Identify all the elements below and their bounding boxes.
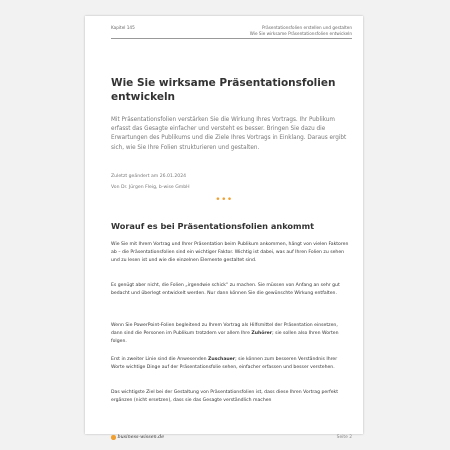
paragraph-4-text-a: Erst in zweiter Linie sind die Anwesenden [111, 357, 208, 362]
section-labels [250, 25, 352, 36]
paragraph-3-text-a: Wenn Sie PowerPoint-Folien begleitend zu Ihrem Vortrag als Hilfsmittel der Präsentation einsetzen, dann sind die Personen im Publikum trotzdem vor allem Ihre [111, 323, 338, 337]
paragraph-4-emphasis: Zuschauer [207, 357, 236, 362]
brand-name: business-wissen.de [117, 435, 165, 440]
page-number: Seite 2 [336, 435, 352, 440]
article-title: Wie Sie wirksame Präsentationsfolien entwickeln [111, 77, 336, 103]
paragraph-1: Wie Sie mit Ihrem Vortrag und Ihrer Präsentation beim Publikum ankommen, hängt von vielen Faktoren ab – die Präsentationsfolien sind ein wichtiger Faktor. Wichtig ist dabei, was auf Ihren Folien zu sehen und zu lesen ist und wie die einzelnen Elemente gestaltet sind. [111, 242, 349, 264]
section-divider-dots: ••• [215, 195, 233, 205]
page-footer [111, 435, 352, 440]
header-divider [111, 38, 352, 39]
chapter-label: Kapitel 145 [111, 25, 135, 30]
paragraph-4-text-b: ; sie können zum besseren Verständnis Ihrer Worte wichtige Dinge auf der Präsentationsfolie sehen, einfacher erfassen und besser verstehen. [111, 357, 338, 371]
updated-date: Zuletzt geändert am 26.01.2024 [111, 174, 187, 179]
page-header [111, 25, 352, 36]
author-line: Von Dr. Jürgen Fleig, b-wise GmbH [111, 184, 190, 190]
document-page [85, 16, 363, 440]
article-lead: Mit Präsentationsfolien verstärken Sie die Wirkung Ihres Vortrags. Ihr Publikum erfasst das Gesagte einfacher und versteht es besser. Bringen Sie dazu die Erwartungen des Publikums und die Ziele Ihres Vortrags in Einklang. Daraus ergibt sich, wie Sie Ihre Folien strukturieren und gestalten. [111, 117, 347, 151]
brand-logo [111, 435, 164, 440]
brand-dot-icon [111, 435, 116, 440]
section-title: Präsentationsfolien erstellen und gestalten [261, 25, 352, 30]
subsection-title: Wie Sie wirksame Präsentationsfolien entwickeln [249, 30, 352, 36]
paragraph-4 [111, 356, 349, 372]
paragraph-5: Das wichtigste Ziel bei der Gestaltung von Präsentationsfolien ist, dass diese Ihren Vortrag perfekt ergänzen (nicht ersetzen), dass sie das Gesagte verständlich machen [111, 390, 339, 404]
paragraph-3-text-b: ; sie sollen also Ihren Worten folgen. [111, 331, 339, 345]
paragraph-2: Es genügt aber nicht, die Folien „irgendwie schick“ zu machen. Sie müssen von Anfang an sehr gut bedacht und überlegt entwickelt werden. Nur dann können Sie die gewünschte Wirkung entfalten. [111, 283, 340, 297]
article-meta [111, 172, 190, 193]
section-heading: Worauf es bei Präsentationsfolien ankommt [111, 221, 315, 231]
paragraph-3 [111, 322, 349, 347]
paragraph-3-emphasis: Zuhörer [251, 331, 273, 337]
